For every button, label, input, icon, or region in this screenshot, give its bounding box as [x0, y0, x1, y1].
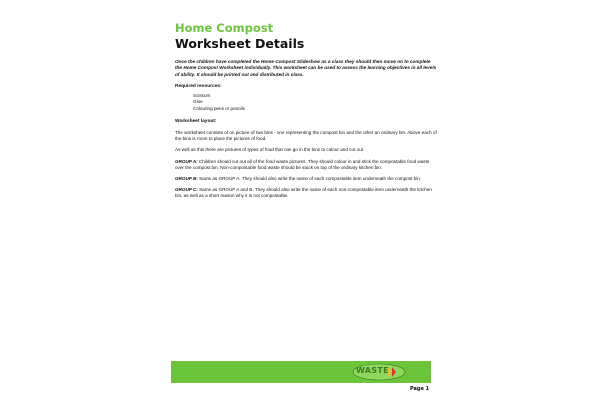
brand-title: Home Compost	[175, 21, 274, 35]
group-b-paragraph	[175, 176, 437, 182]
resource-item: Scissors	[193, 93, 211, 99]
group-a-paragraph	[175, 159, 437, 171]
group-a-label: GROUP A:	[175, 158, 198, 164]
page-number: Page 1	[410, 386, 430, 392]
group-c-paragraph	[175, 187, 437, 199]
group-a-text: Children should cut out all of the food waste pictures. They should colour in and stick the compostable food waste over the compost bin. Non-compostable food waste should be stuck on top of the ordinary kitchen bin.	[175, 158, 430, 170]
group-c-text: Same as GROUP A and B. They should also write the name of each non-compostable item underneath the kitchen bin, as well as a short reason why it is not compostable.	[175, 187, 432, 199]
layout-paragraph-2: As well as this there are pictures of types of food that can go in the bins to colour and cut out	[175, 147, 363, 153]
resource-item: Colouring pens or pencils	[193, 105, 245, 111]
resources-list	[175, 93, 437, 112]
layout-paragraph-1: The worksheet consists of on picture of two bins - one representing the compost bin and the other an ordinary bin. Above each of the bins is room to place the pictures of food.	[175, 129, 437, 142]
page-title: Worksheet Details	[175, 36, 305, 51]
intro-paragraph: Once the children have completed the Home Compost Slideshow as a class they should then move on to complete the Home Compost Worksheet individually. This worksheet can be used to assess the learning objectives in all levels of ability. It should be printed out and distributed in class.	[175, 59, 437, 77]
resource-item: Glue	[193, 99, 203, 105]
resources-heading: Required resources:	[175, 83, 222, 89]
logo-text: WASTE	[356, 366, 389, 375]
group-b-text: Same as GROUP A. They should also write the name of each compostable item underneath the compost bin.	[197, 175, 422, 181]
group-b-label: GROUP B:	[175, 175, 198, 181]
page-content	[175, 22, 437, 200]
layout-heading: Worksheet layout:	[175, 118, 217, 124]
group-c-label: GROUP C:	[175, 187, 198, 193]
